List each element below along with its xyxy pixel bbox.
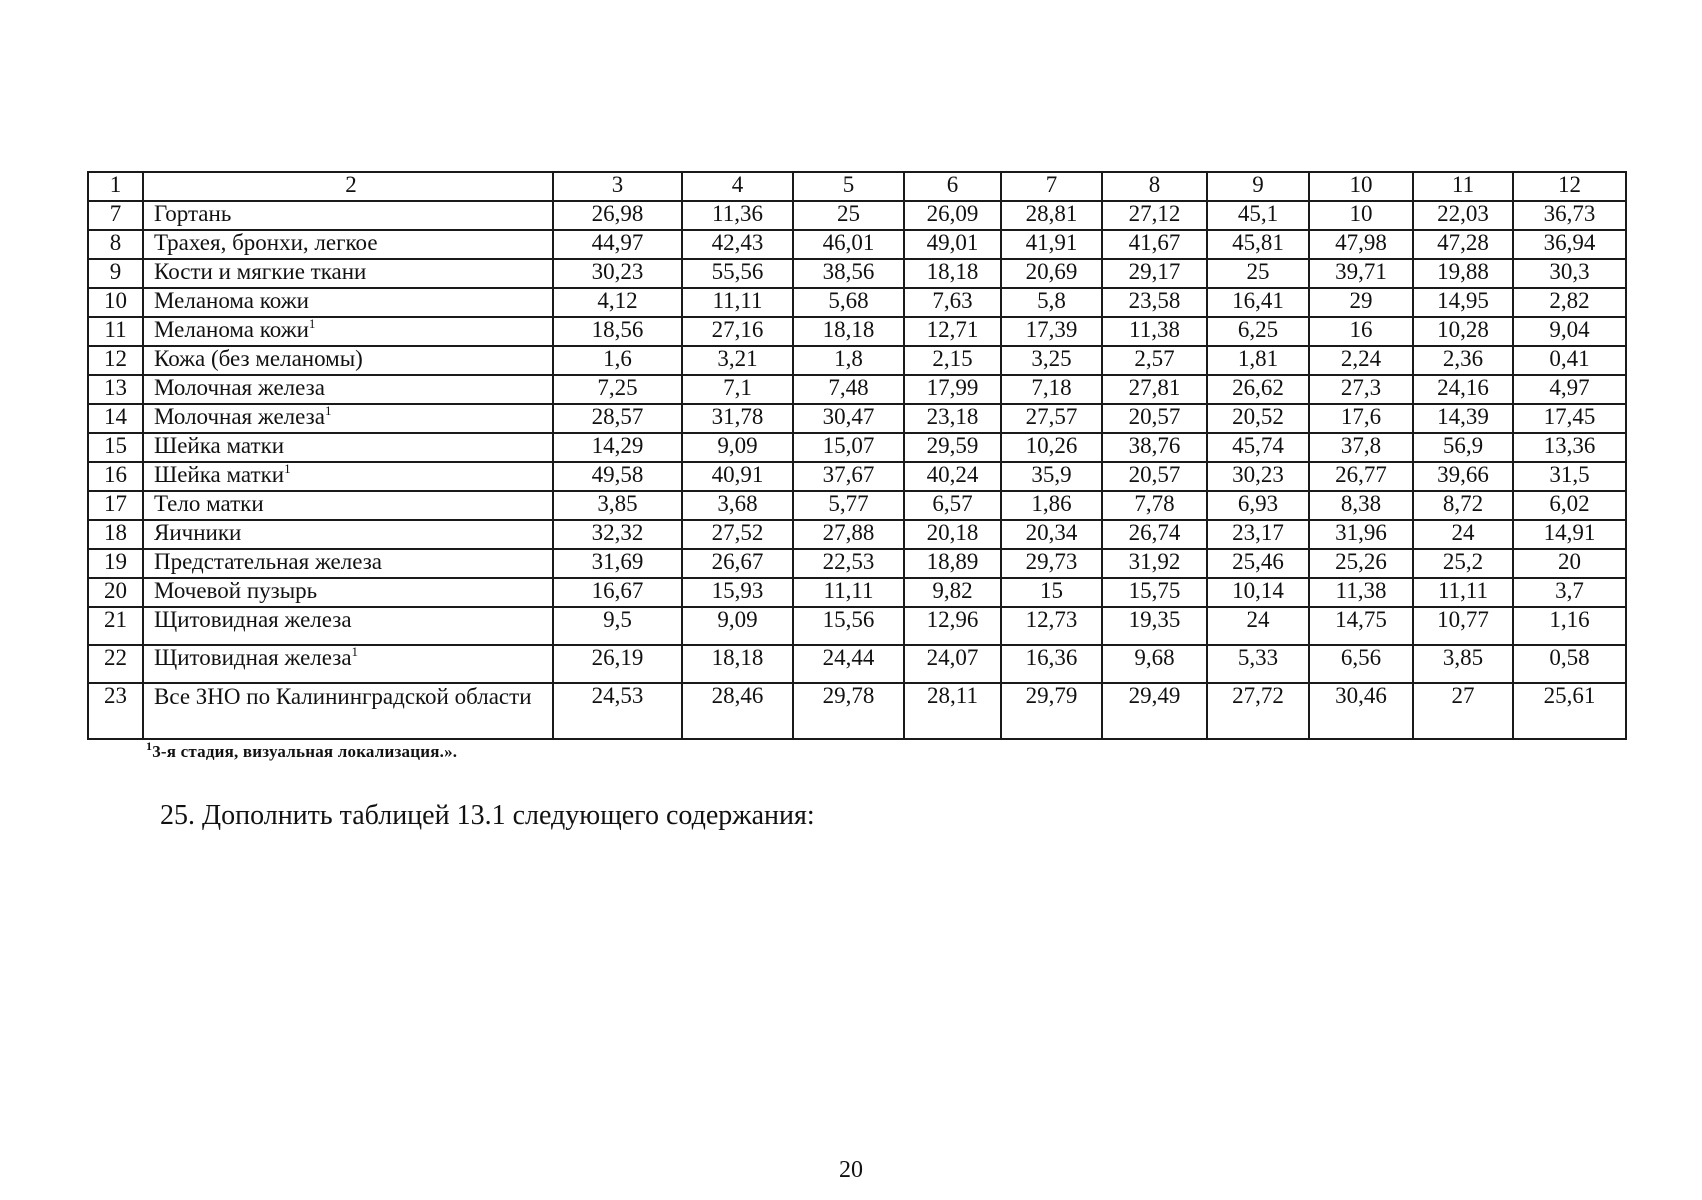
- value-cell: 27,16: [682, 317, 793, 346]
- value-cell: 55,56: [682, 259, 793, 288]
- table-row: [88, 317, 1626, 346]
- value-cell: 6,56: [1309, 645, 1413, 683]
- value-cell: 9,82: [904, 578, 1001, 607]
- value-cell: 25,46: [1207, 549, 1309, 578]
- row-name: [143, 317, 553, 346]
- row-name: [143, 578, 553, 607]
- value-cell: 25,61: [1513, 683, 1626, 739]
- row-name: [143, 549, 553, 578]
- row-name-text: Кости и мягкие ткани: [154, 259, 367, 284]
- value-cell: 38,56: [793, 259, 904, 288]
- value-cell: 27,72: [1207, 683, 1309, 739]
- value-cell: 1,8: [793, 346, 904, 375]
- value-cell: 18,89: [904, 549, 1001, 578]
- value-cell: 5,8: [1001, 288, 1102, 317]
- value-cell: 9,09: [682, 433, 793, 462]
- value-cell: 23,17: [1207, 520, 1309, 549]
- value-cell: 29,17: [1102, 259, 1207, 288]
- footnote-marker: 1: [284, 462, 291, 476]
- value-cell: 28,81: [1001, 201, 1102, 230]
- value-cell: 14,75: [1309, 607, 1413, 645]
- value-cell: 3,68: [682, 491, 793, 520]
- row-name: [143, 201, 553, 230]
- header-cell: 6: [904, 172, 1001, 201]
- table-row: [88, 607, 1626, 645]
- value-cell: 41,67: [1102, 230, 1207, 259]
- value-cell: 26,77: [1309, 462, 1413, 491]
- value-cell: 18,56: [553, 317, 682, 346]
- value-cell: 10: [1309, 201, 1413, 230]
- value-cell: 27,3: [1309, 375, 1413, 404]
- footnote-marker: 1: [351, 645, 359, 659]
- value-cell: 7,18: [1001, 375, 1102, 404]
- row-name: [143, 433, 553, 462]
- row-name-text: Шейка матки: [154, 433, 285, 458]
- value-cell: 16,41: [1207, 288, 1309, 317]
- header-cell: 9: [1207, 172, 1309, 201]
- row-name-text: Гортань: [154, 201, 232, 226]
- value-cell: 5,77: [793, 491, 904, 520]
- value-cell: 26,19: [553, 645, 682, 683]
- row-number: 20: [88, 578, 143, 607]
- value-cell: 20: [1513, 549, 1626, 578]
- row-number: 16: [88, 462, 143, 491]
- value-cell: 45,1: [1207, 201, 1309, 230]
- row-name-text: Щитовидная железа: [154, 645, 352, 670]
- header-cell: 3: [553, 172, 682, 201]
- value-cell: 20,57: [1102, 404, 1207, 433]
- footnote: [146, 739, 458, 762]
- value-cell: 47,28: [1413, 230, 1513, 259]
- value-cell: 27,88: [793, 520, 904, 549]
- row-name: [143, 683, 553, 739]
- value-cell: 7,78: [1102, 491, 1207, 520]
- value-cell: 37,8: [1309, 433, 1413, 462]
- table-row: [88, 549, 1626, 578]
- value-cell: 7,25: [553, 375, 682, 404]
- row-number: 23: [88, 683, 143, 739]
- row-number: 13: [88, 375, 143, 404]
- value-cell: 3,7: [1513, 578, 1626, 607]
- value-cell: 40,24: [904, 462, 1001, 491]
- row-name: [143, 259, 553, 288]
- row-number: 11: [88, 317, 143, 346]
- header-cell: 8: [1102, 172, 1207, 201]
- row-name-text: Мочевой пузырь: [154, 578, 318, 603]
- value-cell: 7,63: [904, 288, 1001, 317]
- value-cell: 9,04: [1513, 317, 1626, 346]
- value-cell: 24,16: [1413, 375, 1513, 404]
- table-row: [88, 578, 1626, 607]
- value-cell: 16,36: [1001, 645, 1102, 683]
- value-cell: 45,74: [1207, 433, 1309, 462]
- value-cell: 6,25: [1207, 317, 1309, 346]
- value-cell: 6,57: [904, 491, 1001, 520]
- table-row: [88, 491, 1626, 520]
- row-name: [143, 230, 553, 259]
- footnote-marker: 1: [146, 739, 153, 753]
- value-cell: 3,85: [553, 491, 682, 520]
- table-row: [88, 645, 1626, 683]
- value-cell: 1,86: [1001, 491, 1102, 520]
- footnote-marker: 1: [324, 404, 332, 418]
- value-cell: 36,73: [1513, 201, 1626, 230]
- value-cell: 31,92: [1102, 549, 1207, 578]
- value-cell: 37,67: [793, 462, 904, 491]
- value-cell: 17,99: [904, 375, 1001, 404]
- value-cell: 29,79: [1001, 683, 1102, 739]
- value-cell: 15: [1001, 578, 1102, 607]
- value-cell: 19,35: [1102, 607, 1207, 645]
- header-cell: 4: [682, 172, 793, 201]
- value-cell: 12,96: [904, 607, 1001, 645]
- value-cell: 10,14: [1207, 578, 1309, 607]
- row-number: 12: [88, 346, 143, 375]
- value-cell: 14,29: [553, 433, 682, 462]
- row-name-text: Молочная железа: [154, 375, 325, 400]
- value-cell: 20,69: [1001, 259, 1102, 288]
- row-name-text: Тело матки: [154, 491, 264, 516]
- value-cell: 15,93: [682, 578, 793, 607]
- value-cell: 46,01: [793, 230, 904, 259]
- table-row: [88, 375, 1626, 404]
- value-cell: 36,94: [1513, 230, 1626, 259]
- value-cell: 20,52: [1207, 404, 1309, 433]
- row-number: 19: [88, 549, 143, 578]
- row-number: 8: [88, 230, 143, 259]
- value-cell: 42,43: [682, 230, 793, 259]
- value-cell: 39,71: [1309, 259, 1413, 288]
- value-cell: 4,97: [1513, 375, 1626, 404]
- value-cell: 44,97: [553, 230, 682, 259]
- row-number: 22: [88, 645, 143, 683]
- value-cell: 16,67: [553, 578, 682, 607]
- value-cell: 25,26: [1309, 549, 1413, 578]
- value-cell: 31,5: [1513, 462, 1626, 491]
- table-row: [88, 259, 1626, 288]
- row-name: [143, 607, 553, 645]
- value-cell: 20,57: [1102, 462, 1207, 491]
- header-cell: 7: [1001, 172, 1102, 201]
- table-body: [88, 172, 1626, 739]
- value-cell: 47,98: [1309, 230, 1413, 259]
- value-cell: 25,2: [1413, 549, 1513, 578]
- header-cell: 5: [793, 172, 904, 201]
- value-cell: 22,53: [793, 549, 904, 578]
- table-row: [88, 230, 1626, 259]
- value-cell: 41,91: [1001, 230, 1102, 259]
- value-cell: 18,18: [904, 259, 1001, 288]
- row-number: 17: [88, 491, 143, 520]
- row-name: [143, 404, 553, 433]
- table-row: [88, 201, 1626, 230]
- value-cell: 2,82: [1513, 288, 1626, 317]
- value-cell: 49,58: [553, 462, 682, 491]
- value-cell: 28,11: [904, 683, 1001, 739]
- value-cell: 24,53: [553, 683, 682, 739]
- value-cell: 12,73: [1001, 607, 1102, 645]
- value-cell: 5,68: [793, 288, 904, 317]
- row-name-text: Молочная железа: [154, 404, 325, 429]
- value-cell: 30,23: [1207, 462, 1309, 491]
- row-name-text: Меланома кожи: [154, 317, 309, 342]
- value-cell: 13,36: [1513, 433, 1626, 462]
- value-cell: 4,12: [553, 288, 682, 317]
- row-name: [143, 520, 553, 549]
- value-cell: 35,9: [1001, 462, 1102, 491]
- value-cell: 19,88: [1413, 259, 1513, 288]
- footnote-text: 3-я стадия, визуальная локализация.».: [152, 742, 458, 761]
- value-cell: 24: [1413, 520, 1513, 549]
- value-cell: 31,69: [553, 549, 682, 578]
- header-cell: 2: [143, 172, 553, 201]
- value-cell: 11,11: [1413, 578, 1513, 607]
- header-cell: 11: [1413, 172, 1513, 201]
- value-cell: 31,78: [682, 404, 793, 433]
- row-name-text: Трахея, бронхи, легкое: [154, 230, 378, 255]
- header-cell: 10: [1309, 172, 1413, 201]
- value-cell: 26,74: [1102, 520, 1207, 549]
- row-number: 7: [88, 201, 143, 230]
- value-cell: 2,15: [904, 346, 1001, 375]
- value-cell: 11,38: [1309, 578, 1413, 607]
- value-cell: 26,62: [1207, 375, 1309, 404]
- paragraph-text: 25. Дополнить таблицей 13.1 следующего содержания:: [160, 800, 815, 831]
- value-cell: 45,81: [1207, 230, 1309, 259]
- row-number: 21: [88, 607, 143, 645]
- row-number: 10: [88, 288, 143, 317]
- value-cell: 28,46: [682, 683, 793, 739]
- value-cell: 12,71: [904, 317, 1001, 346]
- value-cell: 8,38: [1309, 491, 1413, 520]
- value-cell: 11,11: [793, 578, 904, 607]
- table-row: [88, 520, 1626, 549]
- value-cell: 30,3: [1513, 259, 1626, 288]
- value-cell: 27,57: [1001, 404, 1102, 433]
- value-cell: 1,6: [553, 346, 682, 375]
- value-cell: 15,75: [1102, 578, 1207, 607]
- value-cell: 24,44: [793, 645, 904, 683]
- row-name-text: Шейка матки: [154, 462, 285, 487]
- value-cell: 23,58: [1102, 288, 1207, 317]
- value-cell: 10,26: [1001, 433, 1102, 462]
- value-cell: 20,34: [1001, 520, 1102, 549]
- value-cell: 2,24: [1309, 346, 1413, 375]
- value-cell: 11,38: [1102, 317, 1207, 346]
- value-cell: 10,28: [1413, 317, 1513, 346]
- value-cell: 29,78: [793, 683, 904, 739]
- value-cell: 30,23: [553, 259, 682, 288]
- value-cell: 29,49: [1102, 683, 1207, 739]
- value-cell: 27,81: [1102, 375, 1207, 404]
- value-cell: 16: [1309, 317, 1413, 346]
- value-cell: 39,66: [1413, 462, 1513, 491]
- value-cell: 29,73: [1001, 549, 1102, 578]
- table-row: [88, 346, 1626, 375]
- row-name-text: Щитовидная железа: [154, 607, 352, 632]
- value-cell: 2,57: [1102, 346, 1207, 375]
- value-cell: 30,47: [793, 404, 904, 433]
- value-cell: 2,36: [1413, 346, 1513, 375]
- value-cell: 23,18: [904, 404, 1001, 433]
- value-cell: 56,9: [1413, 433, 1513, 462]
- value-cell: 7,1: [682, 375, 793, 404]
- row-name-text: Кожа (без меланомы): [154, 346, 363, 371]
- row-name-text: Меланома кожи: [154, 288, 309, 313]
- row-name-text: Яичники: [154, 520, 242, 545]
- value-cell: 17,45: [1513, 404, 1626, 433]
- value-cell: 7,48: [793, 375, 904, 404]
- value-cell: 27,52: [682, 520, 793, 549]
- value-cell: 49,01: [904, 230, 1001, 259]
- value-cell: 14,95: [1413, 288, 1513, 317]
- row-number: 18: [88, 520, 143, 549]
- row-name: [143, 462, 553, 491]
- value-cell: 3,21: [682, 346, 793, 375]
- row-number: 15: [88, 433, 143, 462]
- value-cell: 24,07: [904, 645, 1001, 683]
- value-cell: 1,81: [1207, 346, 1309, 375]
- value-cell: 25: [1207, 259, 1309, 288]
- value-cell: 29: [1309, 288, 1413, 317]
- value-cell: 8,72: [1413, 491, 1513, 520]
- value-cell: 27: [1413, 683, 1513, 739]
- value-cell: 3,85: [1413, 645, 1513, 683]
- value-cell: 14,91: [1513, 520, 1626, 549]
- value-cell: 0,41: [1513, 346, 1626, 375]
- table-row: [88, 288, 1626, 317]
- value-cell: 27,12: [1102, 201, 1207, 230]
- value-cell: 18,18: [682, 645, 793, 683]
- value-cell: 20,18: [904, 520, 1001, 549]
- value-cell: 18,18: [793, 317, 904, 346]
- table-row: [88, 462, 1626, 491]
- value-cell: 9,09: [682, 607, 793, 645]
- value-cell: 31,96: [1309, 520, 1413, 549]
- value-cell: 1,16: [1513, 607, 1626, 645]
- row-number: 9: [88, 259, 143, 288]
- header-cell: 1: [88, 172, 143, 201]
- value-cell: 22,03: [1413, 201, 1513, 230]
- value-cell: 6,93: [1207, 491, 1309, 520]
- value-cell: 17,6: [1309, 404, 1413, 433]
- value-cell: 30,46: [1309, 683, 1413, 739]
- value-cell: 38,76: [1102, 433, 1207, 462]
- row-name: [143, 491, 553, 520]
- header-cell: 12: [1513, 172, 1626, 201]
- table-header-row: [88, 172, 1626, 201]
- value-cell: 26,67: [682, 549, 793, 578]
- row-name-text: Все ЗНО по Калининградской области: [154, 684, 532, 709]
- table-row: [88, 433, 1626, 462]
- value-cell: 11,36: [682, 201, 793, 230]
- value-cell: 6,02: [1513, 491, 1626, 520]
- value-cell: 32,32: [553, 520, 682, 549]
- value-cell: 24: [1207, 607, 1309, 645]
- value-cell: 10,77: [1413, 607, 1513, 645]
- value-cell: 9,68: [1102, 645, 1207, 683]
- value-cell: 25: [793, 201, 904, 230]
- value-cell: 29,59: [904, 433, 1001, 462]
- row-name: [143, 288, 553, 317]
- data-table: [87, 171, 1627, 740]
- row-name: [143, 645, 553, 683]
- value-cell: 3,25: [1001, 346, 1102, 375]
- value-cell: 9,5: [553, 607, 682, 645]
- footnote-marker: 1: [308, 317, 316, 331]
- value-cell: 15,56: [793, 607, 904, 645]
- table-row: [88, 404, 1626, 433]
- table-row: [88, 683, 1626, 739]
- value-cell: 0,58: [1513, 645, 1626, 683]
- value-cell: 11,11: [682, 288, 793, 317]
- value-cell: 28,57: [553, 404, 682, 433]
- row-number: 14: [88, 404, 143, 433]
- value-cell: 26,98: [553, 201, 682, 230]
- row-name: [143, 375, 553, 404]
- value-cell: 26,09: [904, 201, 1001, 230]
- value-cell: 17,39: [1001, 317, 1102, 346]
- value-cell: 15,07: [793, 433, 904, 462]
- row-name: [143, 346, 553, 375]
- value-cell: 14,39: [1413, 404, 1513, 433]
- value-cell: 40,91: [682, 462, 793, 491]
- row-name-text: Предстательная железа: [154, 549, 383, 574]
- page-number: 20: [839, 1157, 863, 1183]
- value-cell: 5,33: [1207, 645, 1309, 683]
